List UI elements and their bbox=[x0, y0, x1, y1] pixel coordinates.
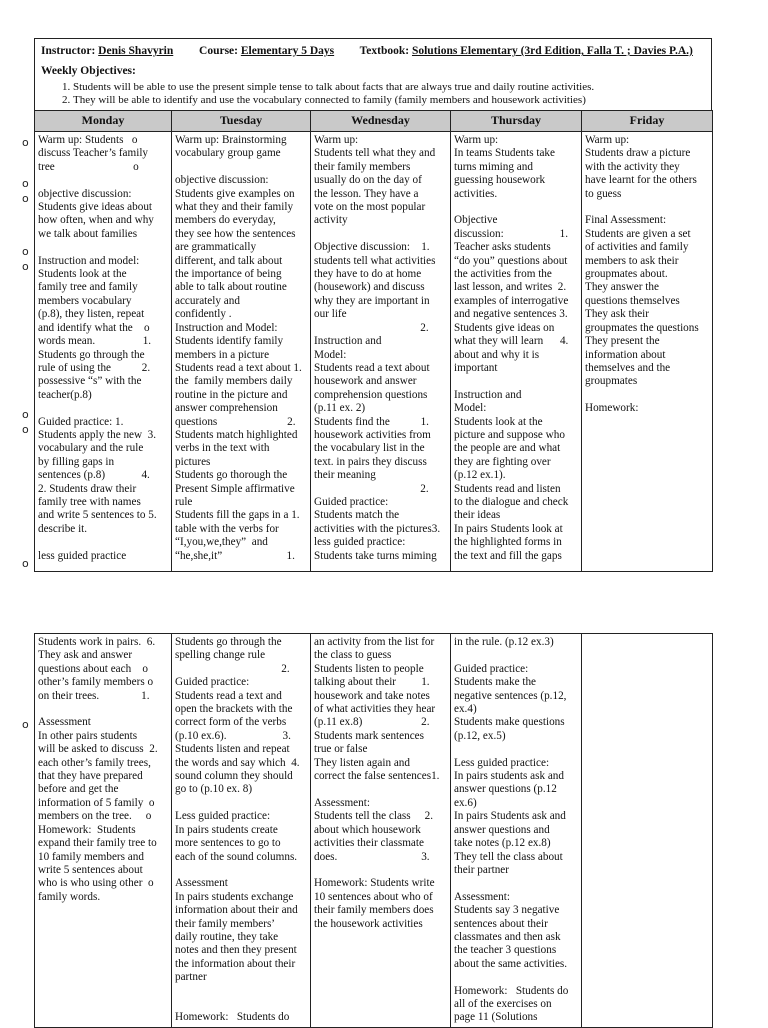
margin-bullet: o bbox=[22, 408, 29, 421]
weekly-objectives-label: Weekly Objectives: bbox=[41, 65, 136, 77]
cell-tuesday bbox=[172, 634, 311, 1028]
cell-friday bbox=[582, 132, 713, 572]
cell-monday bbox=[35, 132, 172, 572]
day-header-friday: Friday bbox=[582, 111, 713, 132]
day-header-thursday: Thursday bbox=[451, 111, 582, 132]
cell-thursday bbox=[451, 132, 582, 572]
margin-bullet: o bbox=[22, 718, 29, 731]
cell-wednesday bbox=[311, 132, 451, 572]
textbook-label: Textbook: bbox=[359, 45, 410, 57]
day-header-wednesday: Wednesday bbox=[311, 111, 451, 132]
margin-bullet: o bbox=[22, 423, 29, 436]
tuesday-text: Students go through the spelling change rule 2. Guided practice: Students read a text and open the brackets with the correct form of the verbs (p.10 ex.6). 3. Students listen and repeat the words and say which 4. sound column they should go to (p.10 ex. 8) Less guided practice: In pairs students create more sentences to go to each of the sound columns. Assessment In pairs students exchange information about their and their family members’ daily routine, they take notes and then they present the information about their partner Homework: Students do bbox=[175, 636, 300, 1024]
cell-monday bbox=[35, 634, 172, 1028]
thursday-text: Warm up: In teams Students take turns miming and guessing housework activities. Objective discussion: 1. Teacher asks students “do you” questions about the activities from the last lesson, and writes 2. examples of interrogative and negative sentences 3. Students give ideas on what they will learn 4. about and why it is important Instruction and Model: Students look at the picture and suppose who the people are and what they are fighting over (p.12 ex.1). Students read and listen to the dialogue and check their ideas In pairs Students look at the highlighted forms in the text and fill the gaps bbox=[454, 134, 569, 562]
margin-bullet: o bbox=[22, 192, 29, 205]
monday-text: Students work in pairs. 6. They ask and answer questions about each o other’s family members o on their trees. 1. Assessment In other pairs students will be asked to discuss 2. each other’s family trees, that they have prepared before and get the information of 5 family o members on the tree. o Homework: Students expand their family tree to 10 family members and write 5 sentences about who is who using other o family words. bbox=[38, 636, 158, 903]
header-info-row bbox=[41, 45, 693, 58]
cell-friday bbox=[582, 634, 713, 1028]
objective-item: 2. They will be able to identify and use the vocabulary connected to family (family members and housework activities) bbox=[73, 94, 594, 107]
objectives-list bbox=[57, 81, 594, 107]
wednesday-text: Warm up: Students tell what they and their family members usually do on the day of the lesson. They have a vote on the most popular activity Objective discussion: 1. students tell what activities they have to do at home (housework) and discuss why they are important in our life 2. Instruction and Model: Students read a text about housework and answer comprehension questions (p.11 ex. 2) Students find the 1. housework activities from the vocabulary list in the text. in pairs they discuss their meaning 2. Guided practice: Students match the activities with the pictures3. less guided practice: Students take turns miming bbox=[314, 134, 441, 562]
schedule-table-page1 bbox=[34, 110, 713, 572]
day-header-tuesday: Tuesday bbox=[172, 111, 311, 132]
thursday-text: in the rule. (p.12 ex.3) Guided practice: Students make the negative sentences (p.12, ex.4) Students make questions (p.12, ex.5) Less guided practice: In pairs students ask and answer questions (p.12 ex.6) In pairs Students ask and answer questions and take notes (p.12 ex.8) They tell the class about their partner Assessment: Students say 3 negative sentences about their classmates and then ask the teacher 3 questions about the same activities. Homework: Students do all of the exercises on page 11 (Solutions bbox=[454, 636, 569, 1024]
textbook-name: Solutions Elementary (3rd Edition, Falla T. ; Davies P.A.) bbox=[411, 45, 693, 57]
tuesday-text: Warm up: Brainstorming vocabulary group game objective discussion: Students give examples on what they and their family members do everyday, they see how the sentences are grammatically different, and talk about the importance of being able to talk about routine accurately and confidently . Instruction and Model: Students identify family members in a picture Students read a text about 1. the family members daily routine in the picture and answer comprehension questions 2. Students match highlighted verbs in the text with pictures Students go thorough the Present Simple affirmative rule Students fill the gaps in a 1. table with the verbs for “I,you,we,they” and “he,she,it” 1. bbox=[175, 134, 302, 562]
margin-bullet: o bbox=[22, 136, 29, 149]
course-name: Elementary 5 Days bbox=[240, 45, 335, 57]
margin-bullet: o bbox=[22, 260, 29, 273]
cell-wednesday bbox=[311, 634, 451, 1028]
monday-text: Warm up: Students o discuss Teacher’s family tree o objective discussion: Students give ideas about how often, when and why we talk about families Instruction and model: Students look at the family tree and family members vocabulary (p.8), they listen, repeat and identify what the o words mean. 1. Students go through the rule of using the 2. possessive “s” with the teacher(p.8) Guided practice: 1. Students apply the new 3. vocabulary and the rule by filling gaps in sentences (p.8) 4. 2. Students draw their family tree with names and write 5 sentences to 5. describe it. less guided practice bbox=[38, 134, 157, 562]
cell-thursday bbox=[451, 634, 582, 1028]
day-header-monday: Monday bbox=[35, 111, 172, 132]
wednesday-text: an activity from the list for the class to guess Students listen to people talking about their 1. housework and take notes of what activities they hear (p.11 ex.8) 2. Students mark sentences true or false They listen again and correct the false sentences1. Assessment: Students tell the class 2. about which housework activities their classmate does. 3. Homework: Students write 10 sentences about who of their family members does the housework activities bbox=[314, 636, 440, 930]
course-label: Course: bbox=[199, 45, 238, 57]
margin-bullet: o bbox=[22, 177, 29, 190]
margin-bullet: o bbox=[22, 245, 29, 258]
plan-header bbox=[34, 38, 712, 110]
cell-tuesday bbox=[172, 132, 311, 572]
objective-item: 1. Students will be able to use the present simple tense to talk about facts that are always true and daily routine activities. bbox=[73, 81, 594, 94]
instructor-label: Instructor: bbox=[41, 45, 96, 57]
friday-text: Warm up: Students draw a picture with the activity they have learnt for the others to guess Final Assessment: Students are given a set of activities and family members to ask their groupmates about. They answer the questions themselves They ask their groupmates the questions They present the information about themselves and the groupmates Homework: bbox=[585, 134, 699, 415]
margin-bullet: o bbox=[22, 557, 29, 570]
schedule-table-page2 bbox=[34, 633, 713, 1028]
instructor-name: Denis Shavyrin bbox=[98, 45, 174, 57]
